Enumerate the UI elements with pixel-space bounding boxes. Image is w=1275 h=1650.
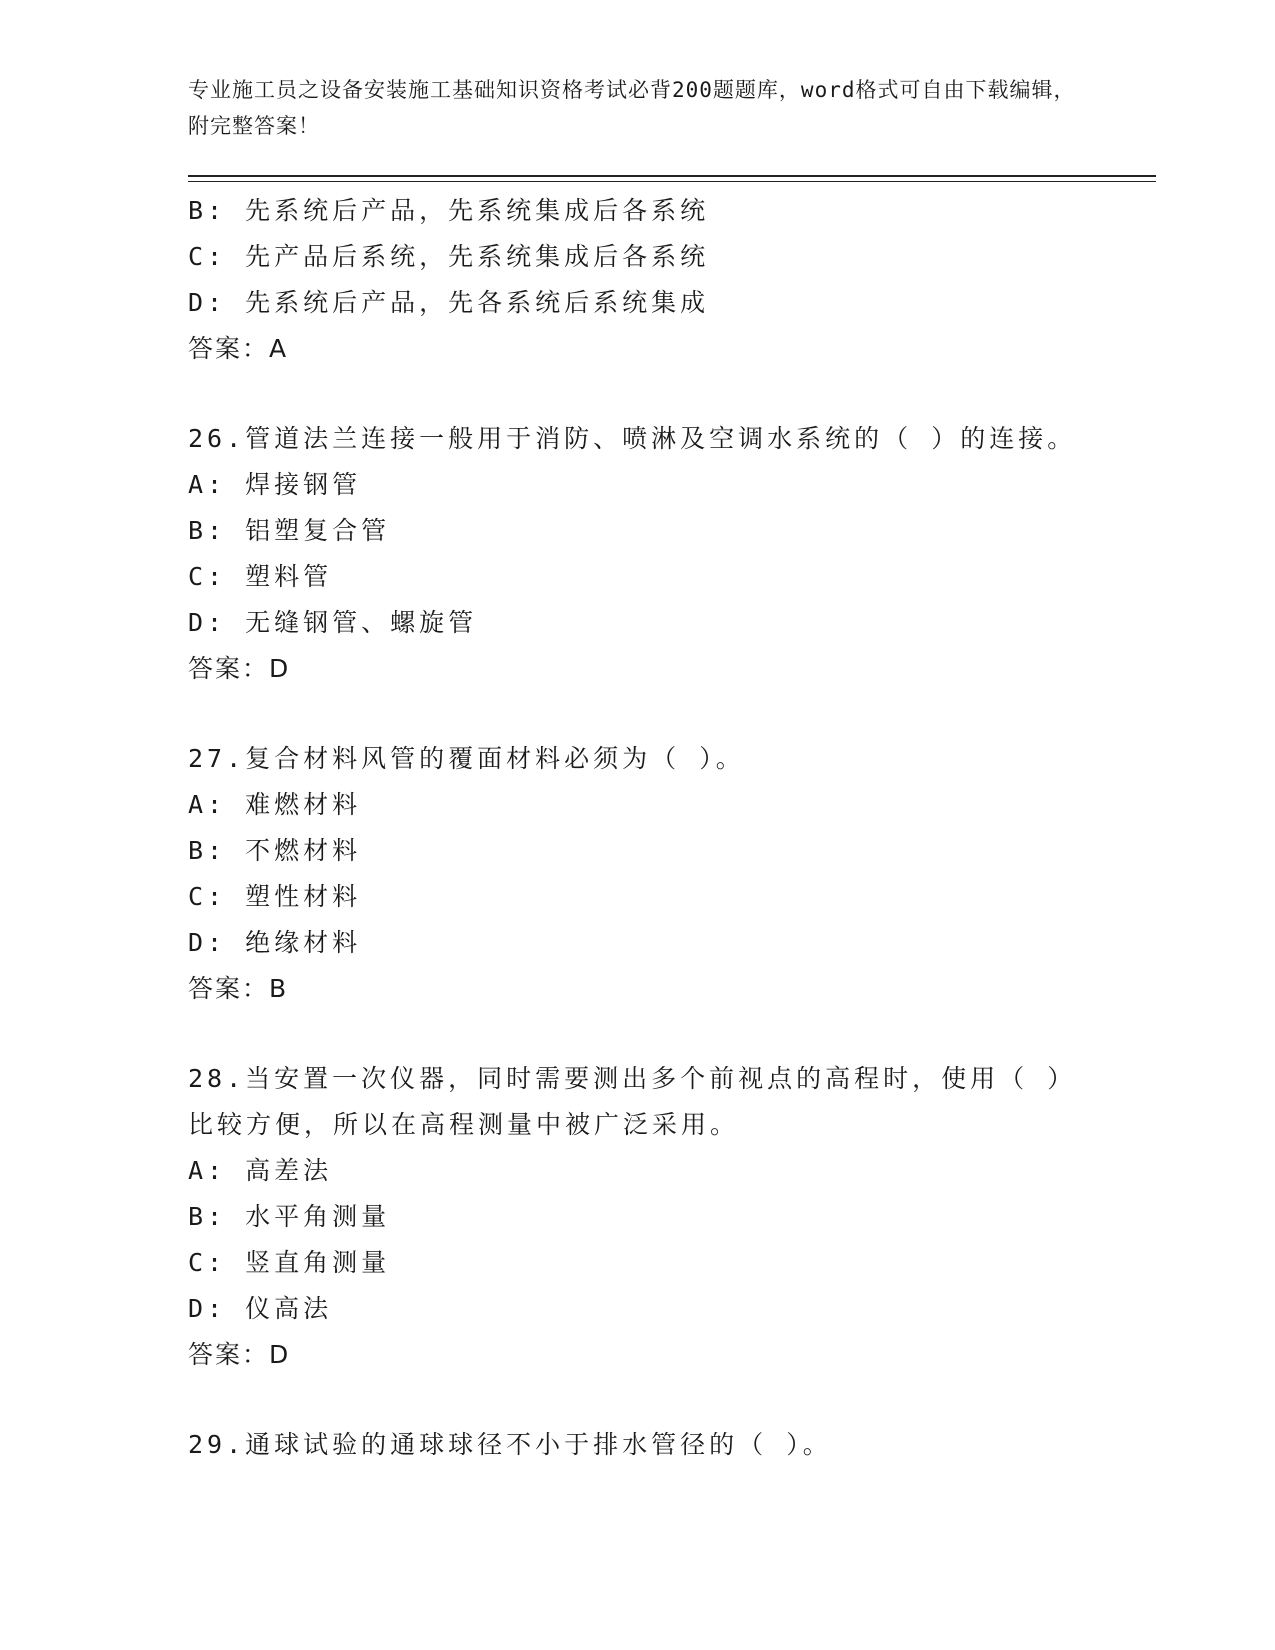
- header-divider-thick: [188, 175, 1156, 177]
- option-a: A: 焊接钢管: [188, 470, 362, 499]
- option-a: A: 难燃材料: [188, 790, 362, 819]
- option-c: C: 塑性材料: [188, 882, 362, 911]
- question-stem: 29.通球试验的通球球径不小于排水管径的（ ）。: [188, 1430, 832, 1459]
- option-c: C: 先产品后系统，先系统集成后各系统: [188, 242, 710, 271]
- answer: 答案：D: [188, 654, 291, 683]
- answer: 答案：A: [188, 334, 289, 363]
- option-b: B: 先系统后产品，先系统集成后各系统: [188, 196, 710, 225]
- option-c: C: 塑料管: [188, 562, 333, 591]
- question-stem-line-2: 比较方便，所以在高程测量中被广泛采用。: [188, 1110, 740, 1139]
- option-b: B: 水平角测量: [188, 1202, 391, 1231]
- option-d: D: 无缝钢管、螺旋管: [188, 608, 478, 637]
- question-list: [188, 188, 1148, 1468]
- option-d: D: 仪高法: [188, 1294, 333, 1323]
- answer: 答案：B: [188, 974, 289, 1003]
- option-d: D: 绝缘材料: [188, 928, 362, 957]
- question-stem: 27.复合材料风管的覆面材料必须为（ ）。: [188, 744, 745, 773]
- document-header: 专业施工员之设备安装施工基础知识资格考试必背200题题库，word格式可自由下载编辑，附完整答案！: [188, 78, 1076, 138]
- option-b: B: 不燃材料: [188, 836, 362, 865]
- question-stem: 26.管道法兰连接一般用于消防、喷淋及空调水系统的（ ）的连接。: [188, 424, 1077, 453]
- option-b: B: 铝塑复合管: [188, 516, 391, 545]
- question-stem-line-1: 28.当安置一次仪器，同时需要测出多个前视点的高程时，使用（ ）: [188, 1064, 1077, 1093]
- option-c: C: 竖直角测量: [188, 1248, 391, 1277]
- option-d: D: 先系统后产品，先各系统后系统集成: [188, 288, 710, 317]
- option-a: A: 高差法: [188, 1156, 333, 1185]
- answer: 答案：D: [188, 1340, 291, 1369]
- header-divider-thin: [188, 181, 1156, 182]
